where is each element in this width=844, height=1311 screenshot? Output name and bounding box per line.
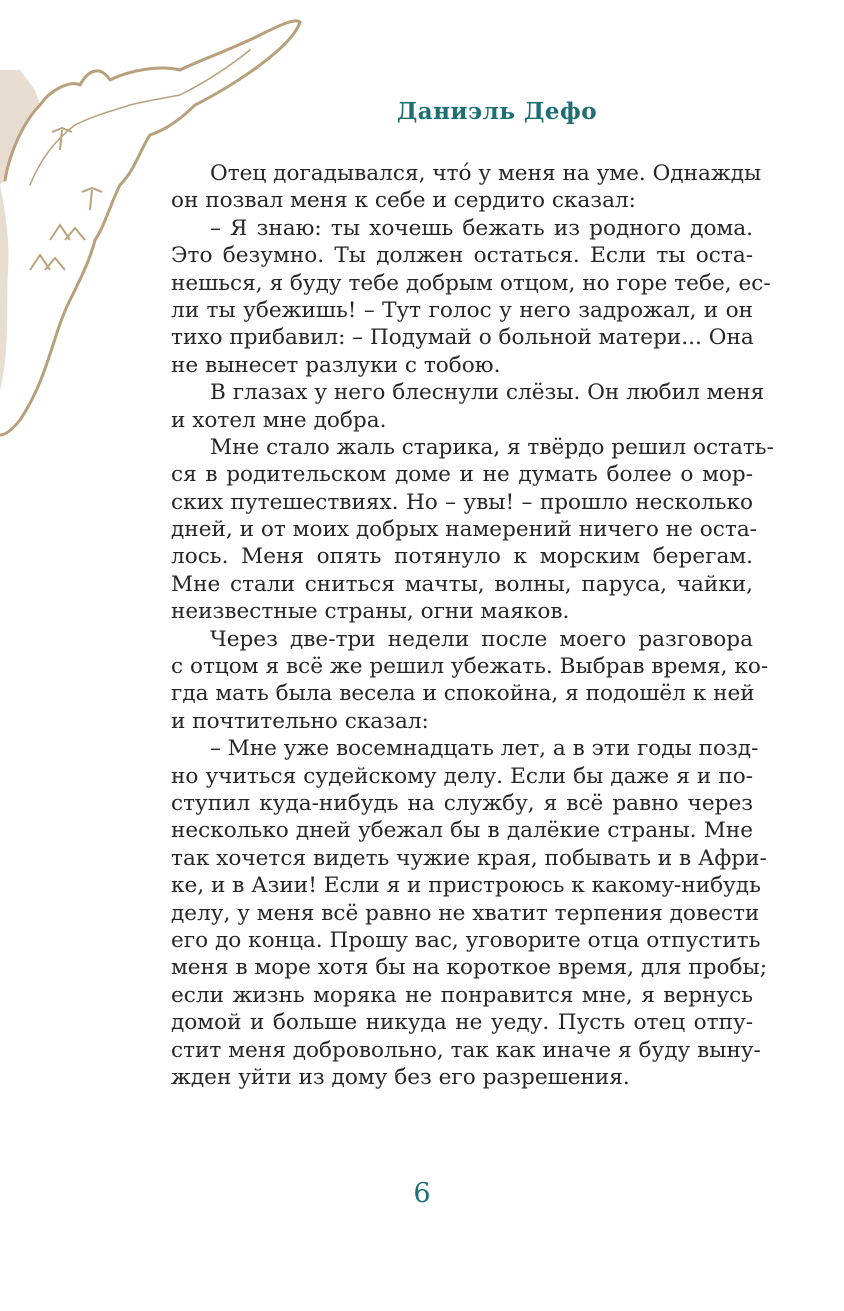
text-line: ли ты убежишь! – Тут голос у него задрожал, и он (171, 297, 753, 323)
text-line: Мне стали сниться мачты, волны, паруса, чайки, (171, 571, 753, 597)
paragraph (171, 379, 765, 434)
mountain-icon (30, 255, 65, 270)
text-line: не вынесет разлуки с тобою. (171, 352, 501, 378)
text-line: тихо прибавил: – Подумай о больной матери... Она (171, 325, 754, 351)
text-line: лось. Меня опять потянуло к морским берегам. (171, 544, 753, 570)
text-line: Отец догадывался, что́ у меня на уме. Однажды (210, 161, 762, 186)
text-line: ке, и в Азии! Если я и пристроюсь к какому-нибудь (171, 873, 761, 899)
text-line: ских путешествиях. Но – увы! – прошло несколько (171, 489, 753, 515)
palm-tree-icon (52, 128, 72, 150)
text-line: дней, и от моих добрых намерений ничего не оста- (171, 517, 757, 543)
text-line: неизвестные страны, огни маяков. (171, 599, 570, 625)
text-line: и почтительно сказал: (171, 708, 429, 734)
text-line: меня в море хотя бы на короткое время, для пробы; (171, 955, 768, 981)
text-line: ступил куда-нибудь на службу, я всё равно через (171, 790, 753, 816)
paragraph (171, 735, 768, 1091)
text-line: так хочется видеть чужие края, побывать и в Афри- (171, 845, 767, 871)
text-line: если жизнь моряка не понравится мне, я вернусь (171, 982, 753, 1008)
text-line: В глазах у него блеснули слёзы. Он любил меня (210, 380, 765, 406)
map-land-shading (0, 70, 40, 185)
text-line: нешься, я буду тебе добрым отцом, но горе тебе, ес- (171, 270, 771, 296)
body-text (171, 160, 774, 1091)
paragraph (171, 160, 762, 215)
mountain-icon (50, 225, 85, 240)
text-line: – Мне уже восемнадцать лет, а в эти годы позд- (210, 736, 759, 762)
text-line: с отцом я всё же решил убежать. Выбрав время, ко- (171, 654, 769, 680)
text-line: он позвал меня к себе и сердито сказал: (171, 188, 636, 214)
paragraph (171, 215, 771, 379)
paragraph (171, 434, 774, 626)
text-line: Мне стало жаль старика, я твёрдо решил остать- (210, 434, 774, 460)
text-line: Через две-три недели после моего разговора (210, 626, 753, 652)
palm-tree-icon (82, 188, 102, 210)
text-line: делу, у меня всё равно не хватит терпения довести (171, 900, 760, 926)
text-line: его до конца. Прошу вас, уговорите отца отпустить (171, 927, 761, 953)
text-line: домой и больше никуда не уеду. Пусть отец отпу- (171, 1010, 753, 1036)
text-line: несколько дней убежал бы в далёкие страны. Мне (171, 818, 753, 844)
page-number: 6 (413, 1178, 431, 1209)
text-line: гда мать была весела и спокойна, я подошёл к ней (171, 681, 755, 707)
author-name: Даниэль Дефо (396, 98, 598, 125)
text-line: – Я знаю: ты хочешь бежать из родного дома. (210, 215, 753, 241)
text-line: и хотел мне добра. (171, 407, 387, 433)
text-line: Это безумно. Ты должен остаться. Если ты оста- (171, 243, 753, 269)
paragraph (171, 626, 769, 736)
text-line: ся в родительском доме и не думать более о мор- (171, 462, 753, 488)
text-line: жден уйти из дому без его разрешения. (171, 1064, 630, 1090)
running-header (0, 98, 844, 125)
text-line: но учиться судейскому делу. Если бы даже я и по- (171, 763, 753, 789)
text-line: стит меня добровольно, так как иначе я буду выну- (171, 1037, 761, 1063)
